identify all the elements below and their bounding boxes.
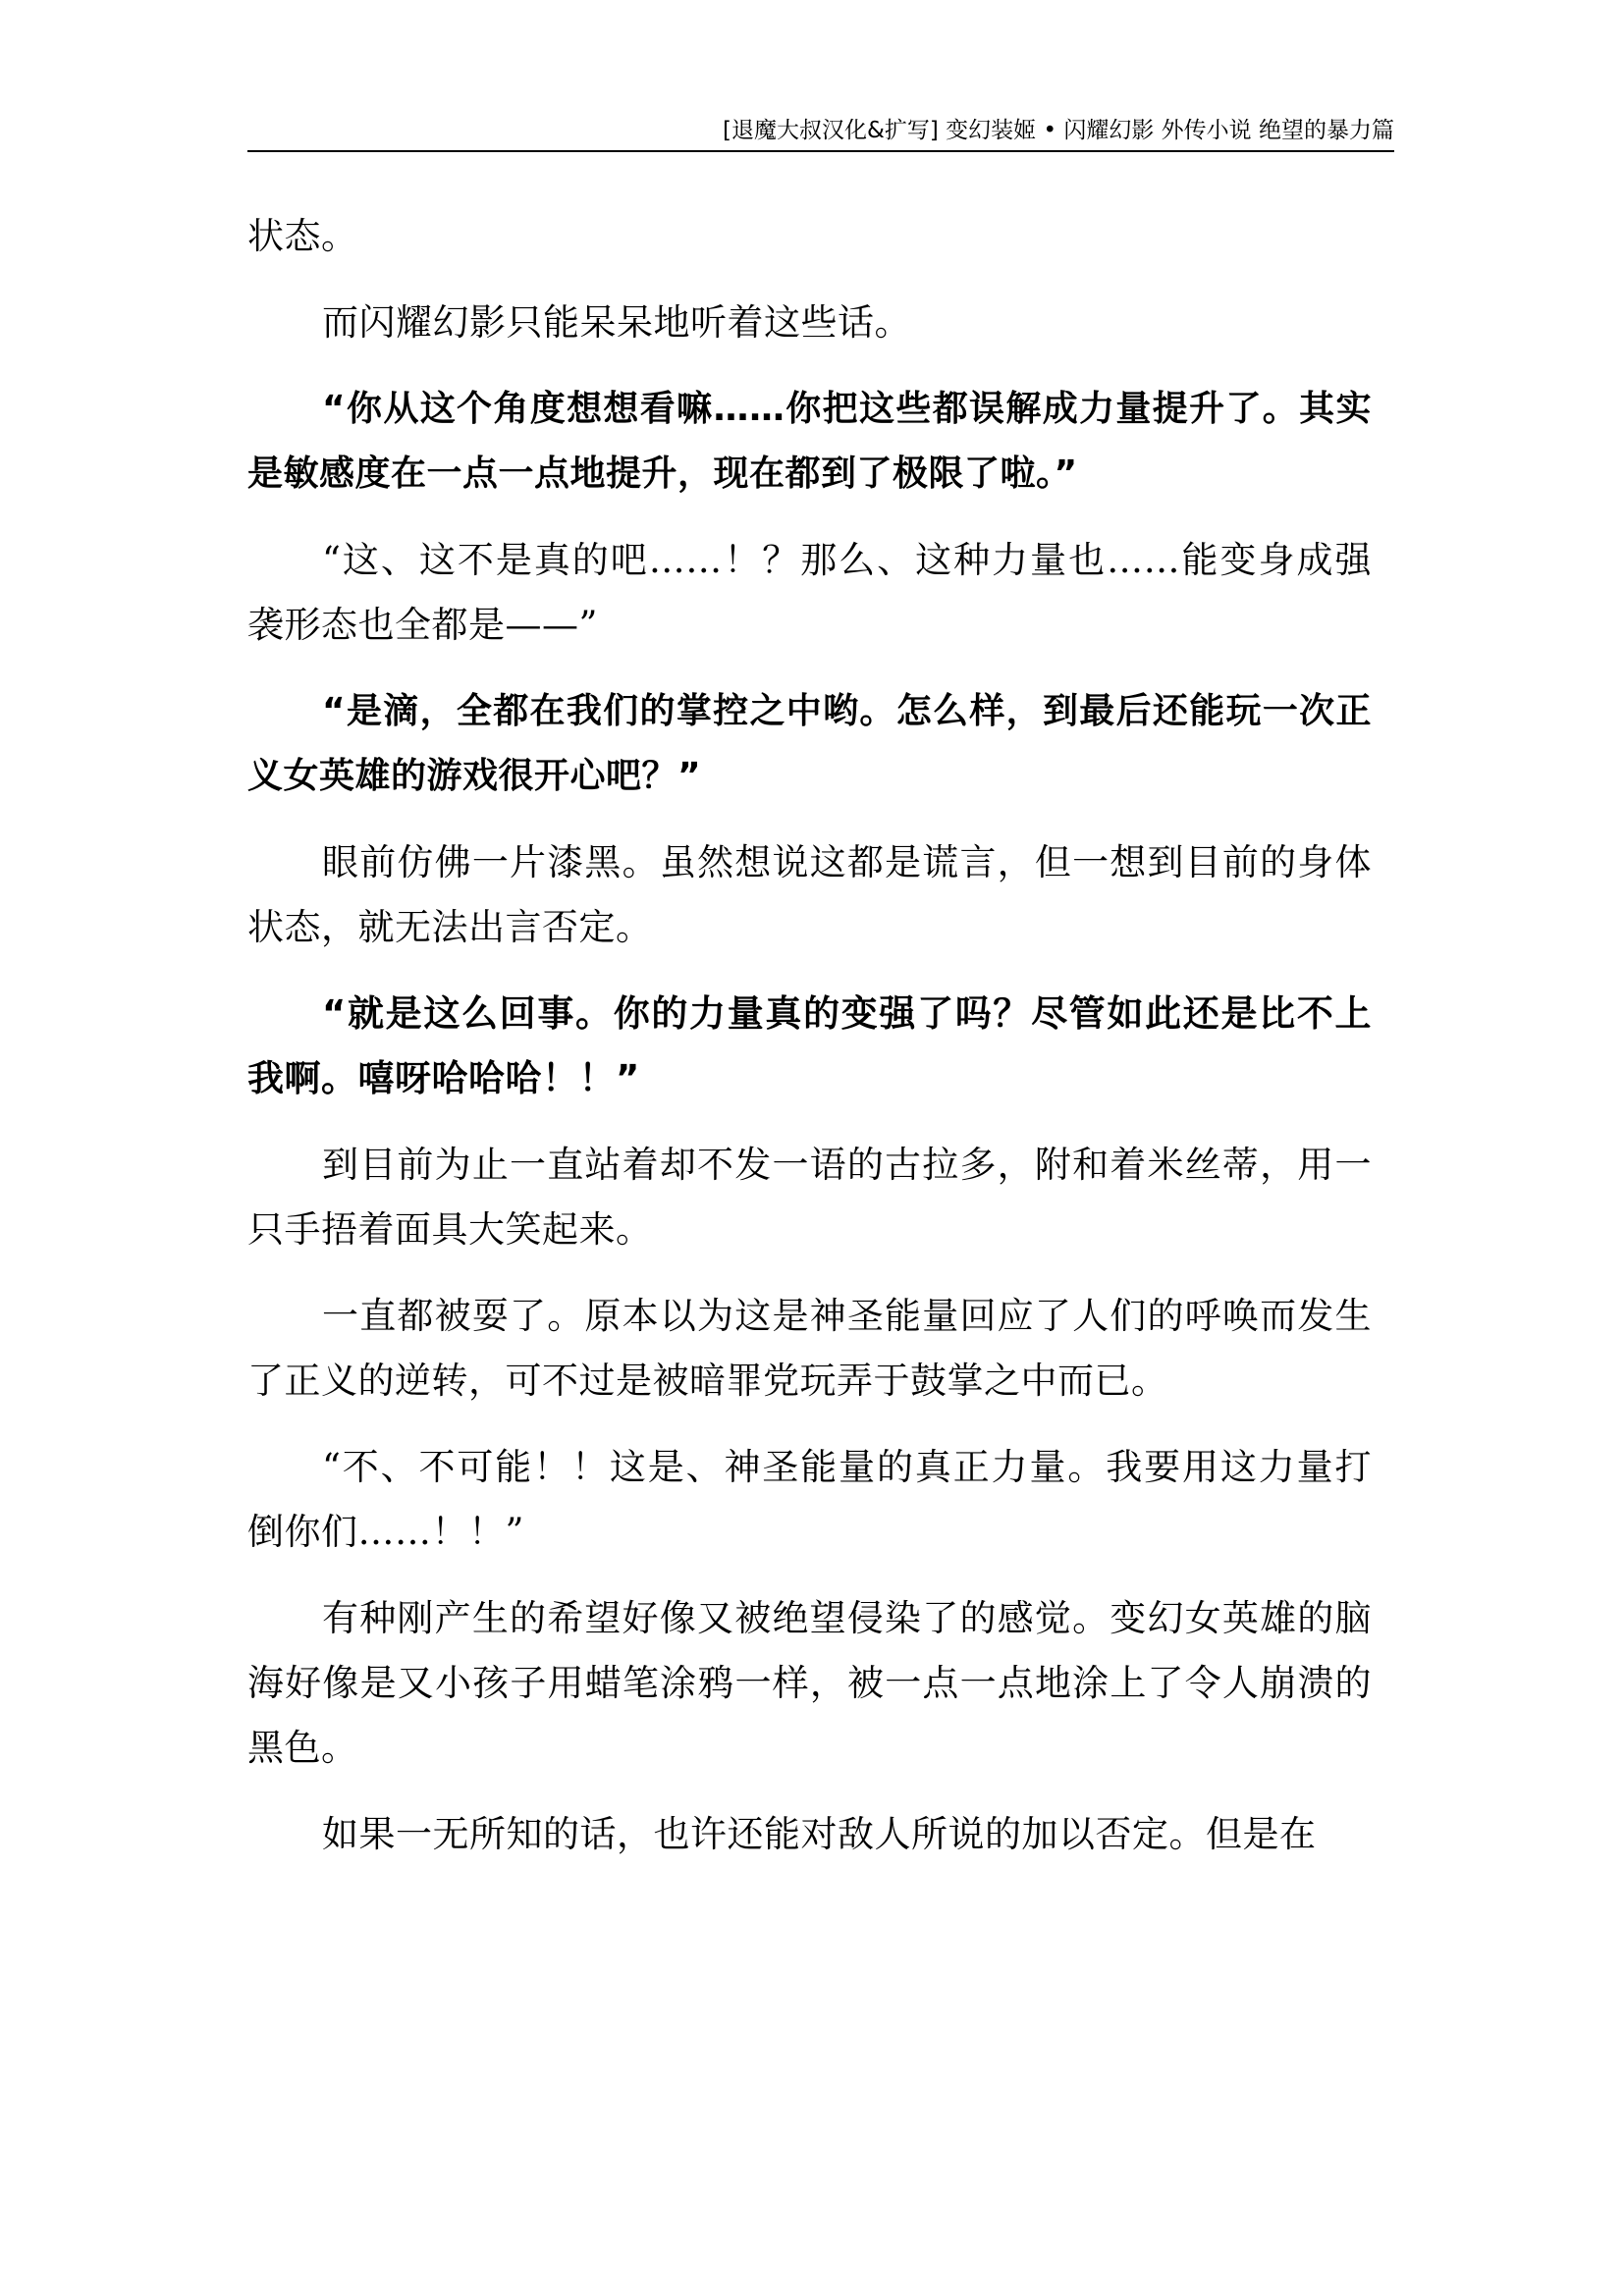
paragraph-narration-4: 一直都被耍了。原本以为这是神圣能量回应了人们的呼唤而发生了正义的逆转，可不过是被暗罪党玩弄于鼓掌之中而已。 <box>247 1295 1372 1402</box>
paragraph-narration-5: 有种刚产生的希望好像又被绝望侵染了的感觉。变幻女英雄的脑海好像是又小孩子用蜡笔涂鸦一样，被一点一点地涂上了令人崩溃的黑色。 <box>247 1597 1372 1769</box>
paragraph-dialogue-gulado: “就是这么回事。你的力量真的变强了吗？尽管如此还是比不上我啊。嘻呀哈哈哈！！” <box>247 992 1372 1099</box>
paragraph-continuation: 状态。 <box>247 215 358 257</box>
header-divider <box>247 150 1394 152</box>
paragraph-dialogue-heroine-2: “不、不可能！！这是、神圣能量的真正力量。我要用这力量打倒你们……！！” <box>247 1446 1372 1553</box>
body-text <box>247 204 1372 1889</box>
running-header: [退魔大叔汉化&扩写] 变幻装姬 • 闪耀幻影 外传小说 绝望的暴力篇 <box>722 118 1394 143</box>
paragraph-dialogue-misty: “你从这个角度想想看嘛……你把这些都误解成力量提升了。其实是敏感度在一点一点地提升，现在都到了极限了啦。” <box>247 389 1372 494</box>
paragraph-narration-6: 如果一无所知的话，也许还能对敌人所说的加以否定。但是在 <box>322 1813 1317 1855</box>
paragraph-narration-2: 眼前仿佛一片漆黑。虽然想说这都是谎言，但一想到目前的身体状态，就无法出言否定。 <box>247 841 1372 948</box>
paragraph-dialogue-heroine: “这、这不是真的吧……！？那么、这种力量也……能变身成强袭形态也全都是——” <box>247 539 1372 646</box>
paragraph-dialogue-misty-2: “是滴，全都在我们的掌控之中哟。怎么样，到最后还能玩一次正义女英雄的游戏很开心吧？” <box>247 691 1372 796</box>
paragraph-narration-3: 到目前为止一直站着却不发一语的古拉多，附和着米丝蒂，用一只手捂着面具大笑起来。 <box>247 1144 1372 1251</box>
paragraph-narration: 而闪耀幻影只能呆呆地听着这些话。 <box>322 301 911 344</box>
